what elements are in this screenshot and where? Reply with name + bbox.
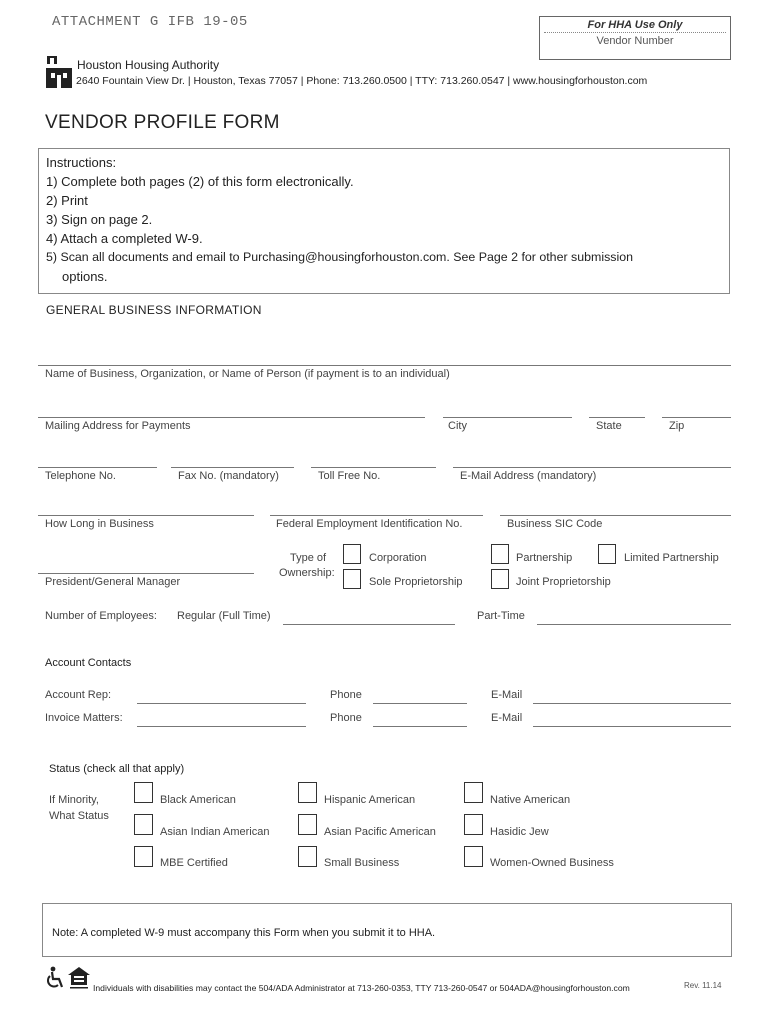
accessibility-icon bbox=[44, 966, 66, 990]
hispanic-american-label: Hispanic American bbox=[324, 794, 416, 806]
sole-proprietorship-label: Sole Proprietorship bbox=[369, 576, 463, 588]
small-business-checkbox[interactable] bbox=[298, 846, 317, 867]
parttime-line[interactable] bbox=[537, 624, 731, 625]
state-line[interactable] bbox=[589, 417, 645, 418]
mailing-label: Mailing Address for Payments bbox=[45, 420, 191, 432]
hha-use-title: For HHA Use Only bbox=[587, 19, 683, 31]
mbe-certified-checkbox[interactable] bbox=[134, 846, 153, 867]
joint-proprietorship-checkbox[interactable] bbox=[491, 569, 509, 589]
invoice-email-line[interactable] bbox=[533, 726, 731, 727]
black-american-label: Black American bbox=[160, 794, 236, 806]
general-heading: GENERAL BUSINESS INFORMATION bbox=[46, 303, 262, 317]
attachment-label: ATTACHMENT G IFB 19-05 bbox=[52, 14, 248, 30]
fein-line[interactable] bbox=[270, 515, 483, 516]
instruction-item-3: 3) Sign on page 2. bbox=[46, 212, 153, 227]
account-rep-line[interactable] bbox=[137, 703, 306, 704]
equal-housing-icon bbox=[67, 966, 91, 990]
corporation-label: Corporation bbox=[369, 552, 427, 564]
sic-line[interactable] bbox=[500, 515, 731, 516]
instruction-item-5-cont: options. bbox=[62, 269, 108, 284]
state-label: State bbox=[596, 420, 622, 432]
regular-label: Regular (Full Time) bbox=[177, 610, 271, 622]
account-rep-phone-line[interactable] bbox=[373, 703, 467, 704]
invoice-matters-label: Invoice Matters: bbox=[45, 712, 123, 724]
president-label: President/General Manager bbox=[45, 576, 181, 588]
instruction-item-4: 4) Attach a completed W-9. bbox=[46, 231, 203, 246]
sic-label: Business SIC Code bbox=[507, 518, 603, 530]
account-rep-phone-label: Phone bbox=[330, 689, 362, 701]
corporation-checkbox[interactable] bbox=[343, 544, 361, 564]
hasidic-jew-checkbox[interactable] bbox=[464, 814, 483, 835]
instruction-item-2: 2) Print bbox=[46, 193, 88, 208]
ownership-label-2: Ownership: bbox=[279, 567, 335, 579]
email-label: E-Mail Address (mandatory) bbox=[460, 470, 597, 482]
president-line[interactable] bbox=[38, 573, 254, 574]
tollfree-line[interactable] bbox=[311, 467, 436, 468]
fax-label: Fax No. (mandatory) bbox=[178, 470, 279, 482]
zip-line[interactable] bbox=[662, 417, 731, 418]
asian-indian-american-checkbox[interactable] bbox=[134, 814, 153, 835]
partnership-label: Partnership bbox=[516, 552, 573, 564]
invoice-email-label: E-Mail bbox=[491, 712, 523, 724]
account-rep-email-line[interactable] bbox=[533, 703, 731, 704]
partnership-checkbox[interactable] bbox=[491, 544, 509, 564]
name-label: Name of Business, Organization, or Name of Person (if payment is to an individual) bbox=[45, 368, 450, 380]
limited-partnership-checkbox[interactable] bbox=[598, 544, 616, 564]
employees-label: Number of Employees: bbox=[45, 610, 157, 622]
vendor-number-label[interactable]: Vendor Number bbox=[596, 35, 674, 47]
ownership-label-1: Type of bbox=[290, 552, 327, 564]
women-owned-label: Women-Owned Business bbox=[490, 857, 614, 869]
how-long-line[interactable] bbox=[38, 515, 254, 516]
invoice-phone-line[interactable] bbox=[373, 726, 467, 727]
black-american-checkbox[interactable] bbox=[134, 782, 153, 803]
limited-partnership-label: Limited Partnership bbox=[624, 552, 719, 564]
asian-indian-american-label: Asian Indian American bbox=[160, 826, 270, 838]
city-label: City bbox=[448, 420, 467, 432]
revision-label: Rev. 11.14 bbox=[684, 981, 722, 990]
invoice-phone-label: Phone bbox=[330, 712, 362, 724]
contacts-heading: Account Contacts bbox=[45, 657, 132, 669]
org-address: 2640 Fountain View Dr. | Houston, Texas 77057 | Phone: 713.260.0500 | TTY: 713.260.0547 | www.housingforhouston.com bbox=[76, 75, 648, 87]
ada-text: Individuals with disabilities may contact the 504/ADA Administrator at 713-260-0353, TTY 713-260-0547 or 504ADA@housingforhouston.com bbox=[93, 983, 630, 993]
how-long-label: How Long in Business bbox=[45, 518, 154, 530]
org-name: Houston Housing Authority bbox=[77, 58, 220, 72]
note-text: Note: A completed W-9 must accompany this Form when you submit it to HHA. bbox=[52, 927, 436, 939]
women-owned-checkbox[interactable] bbox=[464, 846, 483, 867]
native-american-label: Native American bbox=[490, 794, 571, 806]
fax-line[interactable] bbox=[171, 467, 294, 468]
phone-line[interactable] bbox=[38, 467, 157, 468]
email-line[interactable] bbox=[453, 467, 731, 468]
sole-proprietorship-checkbox[interactable] bbox=[343, 569, 361, 589]
name-line[interactable] bbox=[38, 365, 731, 366]
joint-proprietorship-label: Joint Proprietorship bbox=[516, 576, 611, 588]
phone-label: Telephone No. bbox=[45, 470, 116, 482]
hha-logo-icon bbox=[46, 55, 72, 89]
account-rep-label: Account Rep: bbox=[45, 689, 112, 701]
asian-pacific-american-label: Asian Pacific American bbox=[324, 826, 436, 838]
status-heading: Status (check all that apply) bbox=[49, 763, 185, 775]
invoice-matters-line[interactable] bbox=[137, 726, 306, 727]
small-business-label: Small Business bbox=[324, 857, 400, 869]
hasidic-jew-label: Hasidic Jew bbox=[490, 826, 549, 838]
regular-line[interactable] bbox=[283, 624, 455, 625]
account-rep-email-label: E-Mail bbox=[491, 689, 523, 701]
asian-pacific-american-checkbox[interactable] bbox=[298, 814, 317, 835]
parttime-label: Part-Time bbox=[477, 610, 525, 622]
fein-label: Federal Employment Identification No. bbox=[276, 518, 463, 530]
mbe-certified-label: MBE Certified bbox=[160, 857, 228, 869]
hispanic-american-checkbox[interactable] bbox=[298, 782, 317, 803]
instruction-item-5: 5) Scan all documents and email to Purchasing@housingforhouston.com. See Page 2 for other submission bbox=[46, 250, 634, 264]
minority-label-1: If Minority, bbox=[49, 794, 99, 806]
mailing-line[interactable] bbox=[38, 417, 425, 418]
instruction-item-1: 1) Complete both pages (2) of this form electronically. bbox=[46, 174, 354, 189]
instructions-heading: Instructions: bbox=[46, 155, 117, 170]
native-american-checkbox[interactable] bbox=[464, 782, 483, 803]
tollfree-label: Toll Free No. bbox=[318, 470, 381, 482]
zip-label: Zip bbox=[669, 420, 685, 432]
form-title: VENDOR PROFILE FORM bbox=[45, 112, 280, 133]
city-line[interactable] bbox=[443, 417, 572, 418]
hha-use-box bbox=[539, 16, 731, 60]
minority-label-2: What Status bbox=[49, 810, 109, 822]
